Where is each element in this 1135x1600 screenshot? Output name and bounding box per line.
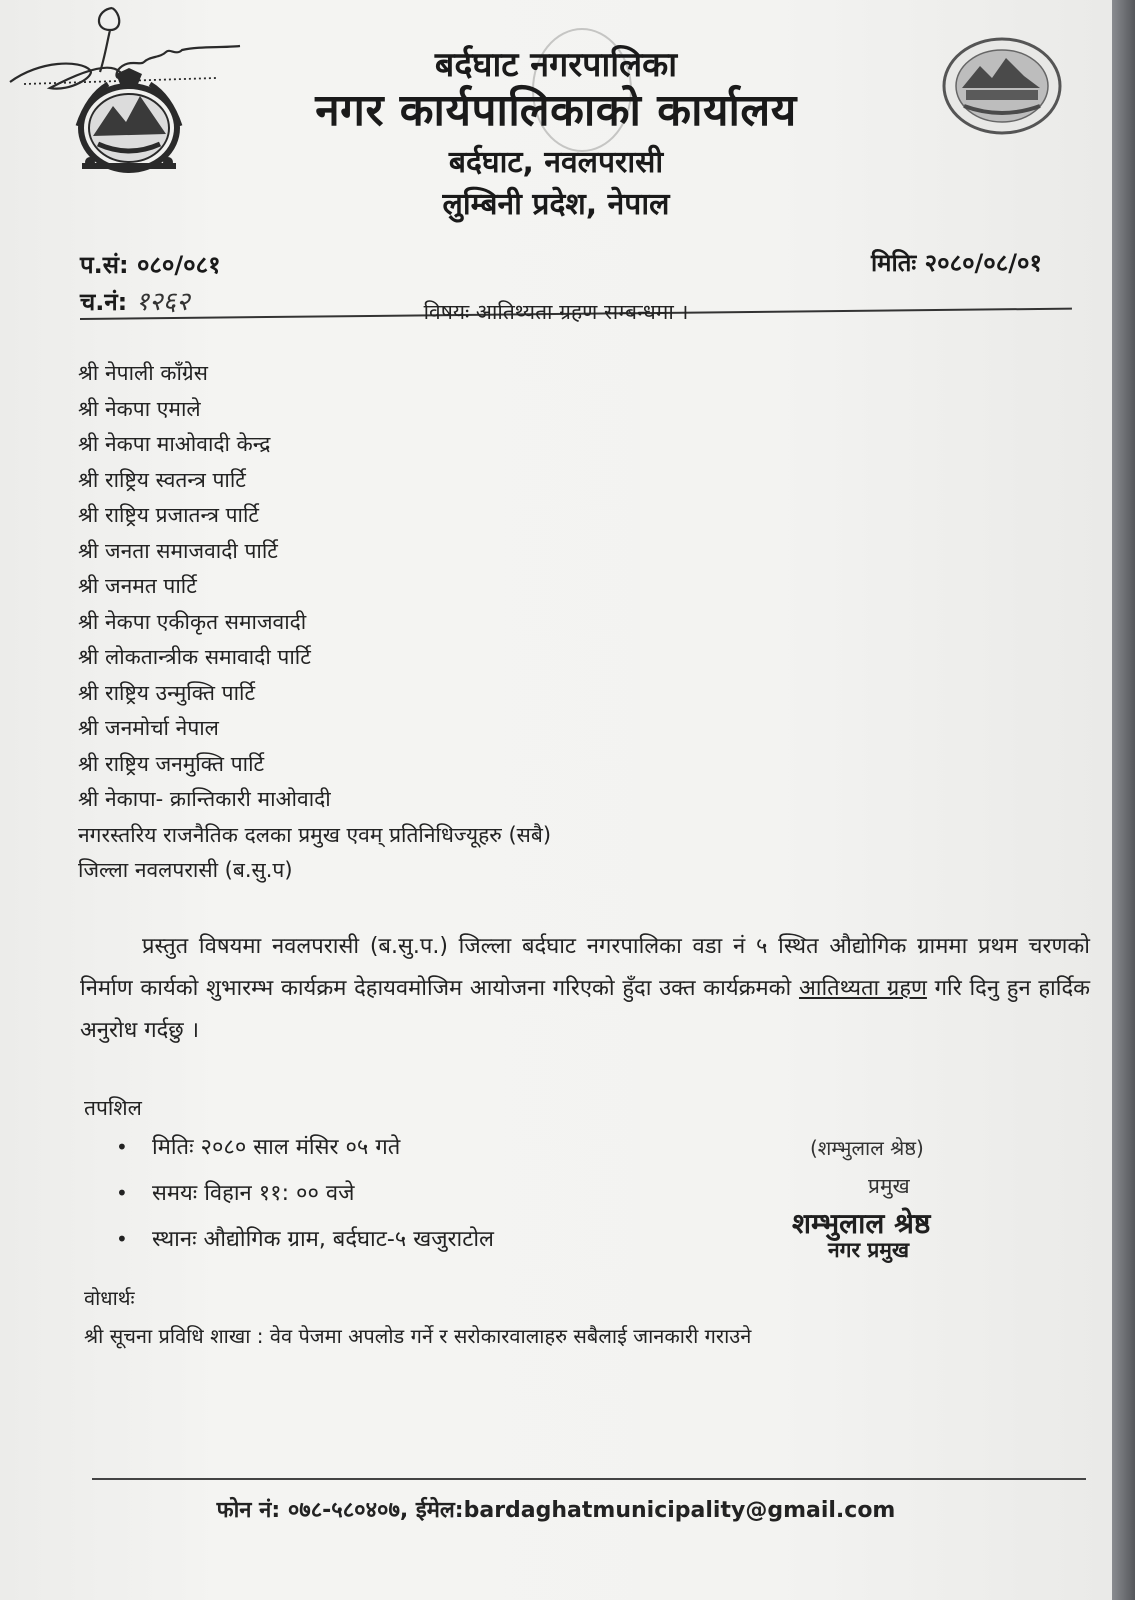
- recipient-list: [78, 356, 551, 889]
- signatory-name: (शम्भुलाल श्रेष्ठ): [810, 1136, 924, 1160]
- letter-body: [80, 926, 1090, 1052]
- cc-line: श्री सूचना प्रविधि शाखा : वेव पेजमा अपलोड गर्ने र सरोकारवालाहरु सबैलाई जानकारी गराउने: [84, 1324, 752, 1348]
- details-heading: तपशिल: [84, 1096, 142, 1120]
- recipient-item: श्री राष्ट्रिय स्वतन्त्र पार्टि: [78, 467, 246, 492]
- letter-date: [871, 246, 1042, 279]
- recipient-item: श्री जनता समाजवादी पार्टि: [78, 538, 278, 563]
- recipient-item: श्री लोकतान्त्रीक समावादी पार्टि: [78, 645, 311, 669]
- date-label: मितिः: [870, 249, 917, 277]
- recipient-item: श्री नेकापा- क्रान्तिकारी माओवादी: [78, 787, 331, 811]
- recipient-item: जिल्ला नवलपरासी (ब.सु.प): [78, 858, 293, 882]
- recipient-item: श्री जनमोर्चा नेपाल: [78, 716, 219, 740]
- body-part-2: गरि दिनु हुन हार्दिक अनुरोध गर्दछु ।: [80, 976, 1091, 1043]
- details-item-place: • स्थानः औद्योगिक ग्राम, बर्दघाट-५ खजुराटोल: [116, 1220, 494, 1266]
- title-stamp: नगर प्रमुख: [828, 1238, 910, 1262]
- recipient-item: श्री नेपाली काँग्रेस: [78, 361, 208, 385]
- recipient-item: श्री नेकपा माओवादी केन्द्र: [78, 432, 271, 456]
- recipient-item: श्री जनमत पार्टि: [78, 574, 197, 598]
- recipient-item: नगरस्तरिय राजनैतिक दलका प्रमुख एवम् प्रतिनिधिज्यूहरु (सबै): [78, 822, 552, 847]
- details-item-time: • समयः विहान ११: ०० वजे: [116, 1174, 494, 1220]
- municipality-name: बर्दघाट नगरपालिका: [434, 45, 678, 85]
- patra-label: प.सं:: [80, 251, 129, 279]
- chalani-value-handwritten: १२६२: [135, 287, 190, 317]
- signatory-title: प्रमुख: [868, 1174, 910, 1198]
- recipient-item: श्री नेकपा एमाले: [78, 396, 201, 421]
- patra-value: ०८०/०८१: [136, 251, 221, 279]
- recipient-item: श्री राष्ट्रिय जनमुक्ति पार्टि: [78, 751, 265, 776]
- patra-sankhya: [80, 248, 221, 281]
- body-underlined: आतिथ्यता ग्रहण: [798, 976, 927, 1001]
- details-list: [116, 1128, 494, 1266]
- date-value: २०८०/०८/०१: [924, 249, 1042, 277]
- contact-footer: फोन नं: ०७८-५८०४०७, ईमेल:bardaghatmunicipality@gmail.com: [216, 1498, 896, 1523]
- body-part-1: प्रस्तुत विषयमा नवलपरासी (ब.सु.प.) जिल्ला बर्दघाट नगरपालिका वडा नं ५ स्थित औद्योगिक ग्राममा प्रथम चरणको निर्माण कार्यको शुभारम्भ कार्यक्रम देहायवमोजिम आयोजना गरिएको हुँदा उक्त कार्यक्रमको: [80, 934, 1090, 1001]
- recipient-item: श्री राष्ट्रिय उन्मुक्ति पार्टि: [78, 680, 256, 705]
- chalani-label: च.नं:: [80, 288, 128, 316]
- recipient-item: श्री नेकपा एकीकृत समाजवादी: [78, 609, 307, 634]
- province-country: लुम्बिनी प्रदेश, नेपाल: [442, 187, 670, 222]
- footer-divider: [92, 1478, 1086, 1480]
- cc-heading: वोधार्थः: [84, 1286, 135, 1310]
- office-name: नगर कार्यपालिकाको कार्यालय: [315, 85, 797, 136]
- page-edge-shadow: [1112, 0, 1135, 1600]
- details-item-date: • मितिः २०८० साल मंसिर ०५ गते: [116, 1128, 494, 1174]
- recipient-item: श्री राष्ट्रिय प्रजातन्त्र पार्टि: [78, 503, 259, 527]
- office-location: बर्दघाट, नवलपरासी: [448, 145, 664, 180]
- letter-subject: विषयः आतिथ्यता ग्रहण सम्बन्धमा ।: [423, 300, 689, 324]
- handwritten-signature: [0, 0, 260, 210]
- name-stamp: शम्भुलाल श्रेष्ठ: [792, 1207, 931, 1240]
